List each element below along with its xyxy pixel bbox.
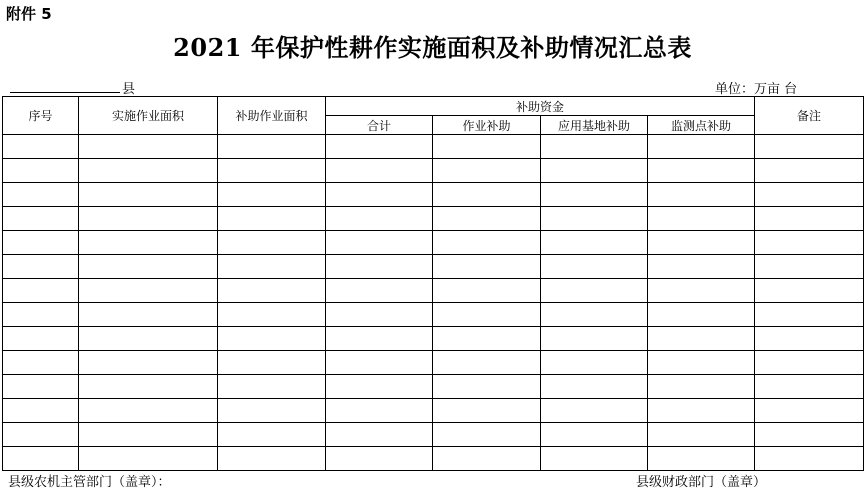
footer-agri-dept: 县级农机主管部门（盖章）：	[8, 475, 171, 490]
table-cell[interactable]	[648, 231, 755, 255]
table-cell[interactable]	[79, 375, 218, 399]
table-cell[interactable]	[433, 447, 541, 471]
table-cell[interactable]	[79, 303, 218, 327]
table-row	[3, 255, 864, 279]
table-cell[interactable]	[541, 279, 648, 303]
table-cell[interactable]	[755, 255, 864, 279]
table-cell[interactable]	[218, 159, 326, 183]
table-cell[interactable]	[755, 327, 864, 351]
unit-label: 单位：万亩 台	[715, 82, 798, 97]
table-cell[interactable]	[218, 135, 326, 159]
table-cell[interactable]	[3, 447, 79, 471]
header-operation-subsidy: 作业补助	[433, 116, 541, 135]
table-row	[3, 351, 864, 375]
table-cell[interactable]	[218, 207, 326, 231]
header-implement-area: 实施作业面积	[79, 97, 218, 135]
table-cell[interactable]	[79, 255, 218, 279]
table-cell[interactable]	[326, 447, 433, 471]
table-cell[interactable]	[433, 303, 541, 327]
table-cell[interactable]	[326, 183, 433, 207]
table-cell[interactable]	[755, 351, 864, 375]
table-cell[interactable]	[648, 159, 755, 183]
table-cell[interactable]	[3, 423, 79, 447]
table-cell[interactable]	[326, 375, 433, 399]
table-cell[interactable]	[541, 423, 648, 447]
table-cell[interactable]	[755, 207, 864, 231]
table-cell[interactable]	[79, 279, 218, 303]
table-cell[interactable]	[79, 399, 218, 423]
table-cell[interactable]	[326, 423, 433, 447]
table-cell[interactable]	[648, 423, 755, 447]
table-cell[interactable]	[433, 135, 541, 159]
table-cell[interactable]	[3, 351, 79, 375]
header-monitor-subsidy: 监测点补助	[648, 116, 755, 135]
table-row	[3, 303, 864, 327]
table-cell[interactable]	[326, 327, 433, 351]
attachment-label: 附件 5	[6, 5, 52, 23]
header-seq: 序号	[3, 97, 79, 135]
table-cell[interactable]	[648, 399, 755, 423]
footer-finance-dept: 县级财政部门（盖章）	[636, 475, 767, 490]
table-cell[interactable]	[433, 207, 541, 231]
table-row	[3, 231, 864, 255]
table-cell[interactable]	[218, 255, 326, 279]
table-cell[interactable]	[79, 327, 218, 351]
table-cell[interactable]	[218, 303, 326, 327]
table-cell[interactable]	[648, 183, 755, 207]
table-cell[interactable]	[755, 423, 864, 447]
table-cell[interactable]	[218, 279, 326, 303]
table-row	[3, 447, 864, 471]
table-cell[interactable]	[326, 135, 433, 159]
table-row	[3, 279, 864, 303]
table-cell[interactable]	[3, 183, 79, 207]
table-cell[interactable]	[326, 207, 433, 231]
table-cell[interactable]	[541, 231, 648, 255]
table-cell[interactable]	[541, 351, 648, 375]
table-cell[interactable]	[218, 351, 326, 375]
table-cell[interactable]	[326, 399, 433, 423]
table-cell[interactable]	[218, 327, 326, 351]
table-cell[interactable]	[433, 327, 541, 351]
table-cell[interactable]	[648, 279, 755, 303]
table-body	[3, 135, 864, 471]
table-cell[interactable]	[433, 351, 541, 375]
table-row	[3, 375, 864, 399]
summary-table	[2, 96, 864, 471]
table-cell[interactable]	[755, 183, 864, 207]
county-line	[10, 78, 135, 97]
table-row	[3, 135, 864, 159]
table-cell[interactable]	[79, 135, 218, 159]
table-cell[interactable]	[755, 447, 864, 471]
table-cell[interactable]	[3, 327, 79, 351]
table-cell[interactable]	[541, 207, 648, 231]
table-cell[interactable]	[3, 279, 79, 303]
header-subsidy-area: 补助作业面积	[218, 97, 326, 135]
table-cell[interactable]	[3, 207, 79, 231]
table-cell[interactable]	[218, 231, 326, 255]
table-cell[interactable]	[3, 159, 79, 183]
table-cell[interactable]	[755, 375, 864, 399]
county-suffix: 县	[122, 82, 136, 97]
table-cell[interactable]	[433, 375, 541, 399]
table-cell[interactable]	[755, 135, 864, 159]
table-cell[interactable]	[648, 375, 755, 399]
table-cell[interactable]	[326, 303, 433, 327]
table-cell[interactable]	[3, 303, 79, 327]
table-cell[interactable]	[326, 231, 433, 255]
table-cell[interactable]	[79, 423, 218, 447]
table-cell[interactable]	[648, 135, 755, 159]
table-cell[interactable]	[326, 351, 433, 375]
table-cell[interactable]	[755, 399, 864, 423]
table-cell[interactable]	[433, 399, 541, 423]
table-cell[interactable]	[648, 207, 755, 231]
table-cell[interactable]	[218, 399, 326, 423]
county-blank-field[interactable]	[10, 80, 120, 93]
table-cell[interactable]	[541, 255, 648, 279]
table-cell[interactable]	[755, 231, 864, 255]
table-cell[interactable]	[433, 423, 541, 447]
table-cell[interactable]	[541, 327, 648, 351]
table-cell[interactable]	[433, 279, 541, 303]
table-cell[interactable]	[648, 447, 755, 471]
table-row	[3, 183, 864, 207]
table-cell[interactable]	[218, 375, 326, 399]
table-cell[interactable]	[326, 279, 433, 303]
table-row	[3, 207, 864, 231]
table-cell[interactable]	[218, 423, 326, 447]
header-subsidy-funds: 补助资金	[326, 97, 755, 116]
table-cell[interactable]	[3, 255, 79, 279]
table-cell[interactable]	[541, 159, 648, 183]
table-cell[interactable]	[541, 183, 648, 207]
table-cell[interactable]	[755, 159, 864, 183]
table-cell[interactable]	[648, 255, 755, 279]
table-cell[interactable]	[648, 303, 755, 327]
table-cell[interactable]	[218, 447, 326, 471]
table-row	[3, 423, 864, 447]
table-cell[interactable]	[755, 279, 864, 303]
table-row	[3, 159, 864, 183]
table-cell[interactable]	[755, 303, 864, 327]
table-cell[interactable]	[3, 399, 79, 423]
table-cell[interactable]	[648, 327, 755, 351]
table-cell[interactable]	[648, 351, 755, 375]
table-cell[interactable]	[433, 159, 541, 183]
table-cell[interactable]	[433, 231, 541, 255]
table-cell[interactable]	[79, 183, 218, 207]
table-cell[interactable]	[541, 447, 648, 471]
table-cell[interactable]	[541, 399, 648, 423]
table-row	[3, 327, 864, 351]
table-cell[interactable]	[218, 183, 326, 207]
table-cell[interactable]	[433, 183, 541, 207]
table-cell[interactable]	[79, 159, 218, 183]
table-cell[interactable]	[541, 303, 648, 327]
table-cell[interactable]	[79, 207, 218, 231]
table-cell[interactable]	[326, 255, 433, 279]
header-remarks: 备注	[755, 97, 864, 135]
table-cell[interactable]	[79, 447, 218, 471]
table-cell[interactable]	[326, 159, 433, 183]
table-row	[3, 399, 864, 423]
table-cell[interactable]	[541, 375, 648, 399]
table-cell[interactable]	[3, 135, 79, 159]
table-cell[interactable]	[79, 351, 218, 375]
table-cell[interactable]	[3, 231, 79, 255]
header-base-subsidy: 应用基地补助	[541, 116, 648, 135]
page-title: 2021 年保护性耕作实施面积及补助情况汇总表	[173, 33, 692, 62]
table-cell[interactable]	[433, 255, 541, 279]
table-cell[interactable]	[3, 375, 79, 399]
table-cell[interactable]	[79, 231, 218, 255]
table-cell[interactable]	[541, 135, 648, 159]
header-total: 合计	[326, 116, 433, 135]
